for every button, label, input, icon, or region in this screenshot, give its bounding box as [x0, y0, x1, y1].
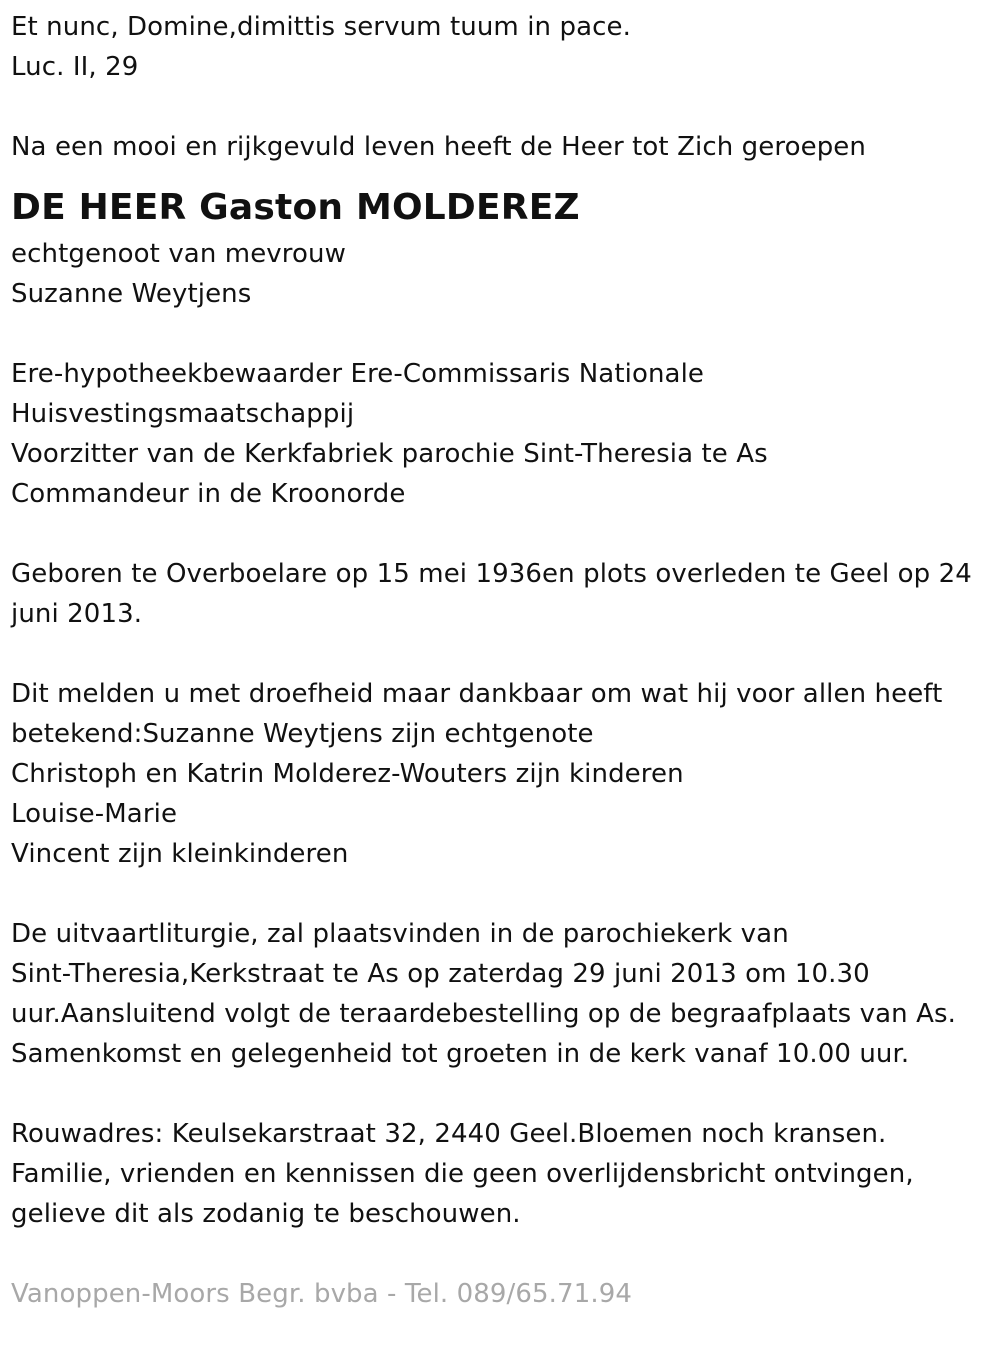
- spacer: [11, 874, 986, 914]
- function-line: Commandeur in de Kroonorde: [11, 479, 406, 509]
- function-line: Huisvestingsmaatschappij: [11, 399, 355, 429]
- spacer: [11, 1234, 986, 1274]
- funeral-line: Sint-Theresia,Kerkstraat te As op zaterdag 29 juni 2013 om 10.30: [11, 959, 870, 989]
- contact-line: gelieve dit als zodanig te beschouwen.: [11, 1199, 521, 1229]
- announcer-line: betekend:Suzanne Weytjens zijn echtgenote: [11, 719, 594, 749]
- spacer: [11, 514, 986, 554]
- announcer-line: Vincent zijn kleinkinderen: [11, 839, 349, 869]
- function-line: Ere-hypotheekbewaarder Ere-Commissaris Nationale: [11, 359, 704, 389]
- announcer-line: Christoph en Katrin Molderez-Wouters zijn kinderen: [11, 759, 684, 789]
- funeral-home-footer: Vanoppen-Moors Begr. bvba - Tel. 089/65.71.94: [11, 1279, 632, 1309]
- intro-text: Na een mooi en rijkgevuld leven heeft de Heer tot Zich geroepen: [11, 132, 866, 162]
- spacer: [11, 634, 986, 674]
- contact-line: Rouwadres: Keulsekarstraat 32, 2440 Geel.Bloemen noch kransen.: [11, 1119, 887, 1149]
- obituary-notice: [11, 7, 986, 1314]
- announcer-line: Dit melden u met droefheid maar dankbaar om wat hij voor allen heeft: [11, 679, 943, 709]
- deceased-name-heading: DE HEER Gaston MOLDEREZ: [11, 187, 580, 228]
- spouse-label: echtgenoot van mevrouw: [11, 239, 346, 269]
- contact-line: Familie, vrienden en kennissen die geen overlijdensbricht ontvingen,: [11, 1159, 914, 1189]
- function-line: Voorzitter van de Kerkfabriek parochie Sint-Theresia te As: [11, 439, 768, 469]
- spacer: [11, 314, 986, 354]
- funeral-line: uur.Aansluitend volgt de teraardebestelling op de begraafplaats van As.: [11, 999, 957, 1029]
- announcer-line: Louise-Marie: [11, 799, 178, 829]
- funeral-line: Samenkomst en gelegenheid tot groeten in de kerk vanaf 10.00 uur.: [11, 1039, 910, 1069]
- birth-death-line: juni 2013.: [11, 599, 143, 629]
- quote-reference: Luc. II, 29: [11, 52, 139, 82]
- funeral-line: De uitvaartliturgie, zal plaatsvinden in de parochiekerk van: [11, 919, 789, 949]
- latin-quote: Et nunc, Domine,dimittis servum tuum in pace.: [11, 12, 631, 42]
- spouse-name: Suzanne Weytjens: [11, 279, 252, 309]
- birth-death-line: Geboren te Overboelare op 15 mei 1936en plots overleden te Geel op 24: [11, 559, 972, 589]
- spacer: [11, 87, 986, 127]
- spacer: [11, 1074, 986, 1114]
